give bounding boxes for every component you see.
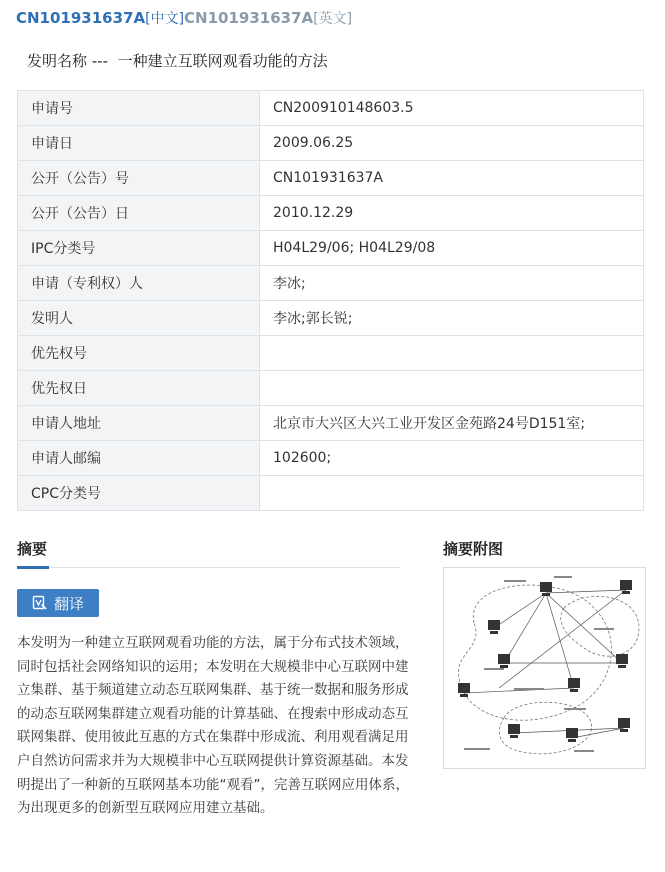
info-row <box>18 161 644 196</box>
info-row <box>18 196 644 231</box>
info-row-value <box>260 476 644 511</box>
publication-header <box>16 8 352 28</box>
info-row <box>18 406 644 441</box>
info-row-value: 2010.12.29 <box>260 196 644 231</box>
invention-title-text: 一种建立互联网观看功能的方法 <box>117 52 328 70</box>
info-row-key: 公开（公告）日 <box>18 196 260 231</box>
translate-label: 翻译 <box>53 594 84 613</box>
info-row-value: 102600; <box>260 441 644 476</box>
info-row-key: 申请日 <box>18 126 260 161</box>
lang-tag-cn[interactable]: [中文] <box>145 11 185 27</box>
info-row <box>18 231 644 266</box>
lang-tag-en[interactable]: [英文] <box>313 11 353 27</box>
info-row <box>18 91 644 126</box>
info-row <box>18 126 644 161</box>
info-row-key: 申请人邮编 <box>18 441 260 476</box>
info-row <box>18 301 644 336</box>
abstract-text: 本发明为一种建立互联网观看功能的方法，属于分布式技术领域，同时包括社会网络知识的运用；本发明在大规模非中心互联网中建立集群、基于频道建立动态互联网集群、基于统一数据和服务形成的动态互联网集群建立观看功能的计算基础、在搜索中形成动态互联网集群、使用彼此互惠的方式在集群中形成流、利用观看满足用户自然访问需求并为大规模非中心互联网提供计算资源基础。本发明提出了一种新的互联网基本功能“观看”，完善互联网应用体系，为出现更多的创新型互联网应用建立基础。 <box>17 635 409 817</box>
abstract-figure[interactable] <box>443 567 646 769</box>
info-row-value <box>260 336 644 371</box>
info-row-key: 申请人地址 <box>18 406 260 441</box>
info-row <box>18 441 644 476</box>
network-diagram-image <box>444 568 645 768</box>
info-row-value: 李冰; <box>260 266 644 301</box>
info-row-value: 2009.06.25 <box>260 126 644 161</box>
abstract-figure-heading: 摘要附图 <box>443 540 504 558</box>
pub-number-en-link[interactable]: CN101931637A <box>184 9 314 27</box>
info-row-key: 优先权日 <box>18 371 260 406</box>
invention-title-label: 发明名称 --- <box>27 52 109 70</box>
abstract-divider <box>17 567 400 568</box>
info-row-key: 申请号 <box>18 91 260 126</box>
translate-button[interactable] <box>17 589 99 617</box>
pub-number-cn-link[interactable]: CN101931637A <box>16 9 146 27</box>
info-row <box>18 336 644 371</box>
info-row-value <box>260 371 644 406</box>
info-row-value: 北京市大兴区大兴工业开发区金苑路24号D151室; <box>260 406 644 441</box>
info-row <box>18 371 644 406</box>
info-row-key: CPC分类号 <box>18 476 260 511</box>
info-row-key: IPC分类号 <box>18 231 260 266</box>
invention-title <box>27 50 328 71</box>
bibliographic-table <box>17 90 644 511</box>
abstract-heading: 摘要 <box>17 540 48 558</box>
info-row <box>18 476 644 511</box>
info-row-value: H04L29/06; H04L29/08 <box>260 231 644 266</box>
info-row-value: CN101931637A <box>260 161 644 196</box>
info-row-key: 发明人 <box>18 301 260 336</box>
info-row-value: 李冰;郭长锐; <box>260 301 644 336</box>
info-row-key: 优先权号 <box>18 336 260 371</box>
info-row-value: CN200910148603.5 <box>260 91 644 126</box>
info-row-key: 公开（公告）号 <box>18 161 260 196</box>
info-row-key: 申请（专利权）人 <box>18 266 260 301</box>
abstract-divider-accent <box>17 566 49 569</box>
translate-icon <box>32 595 48 611</box>
info-row <box>18 266 644 301</box>
